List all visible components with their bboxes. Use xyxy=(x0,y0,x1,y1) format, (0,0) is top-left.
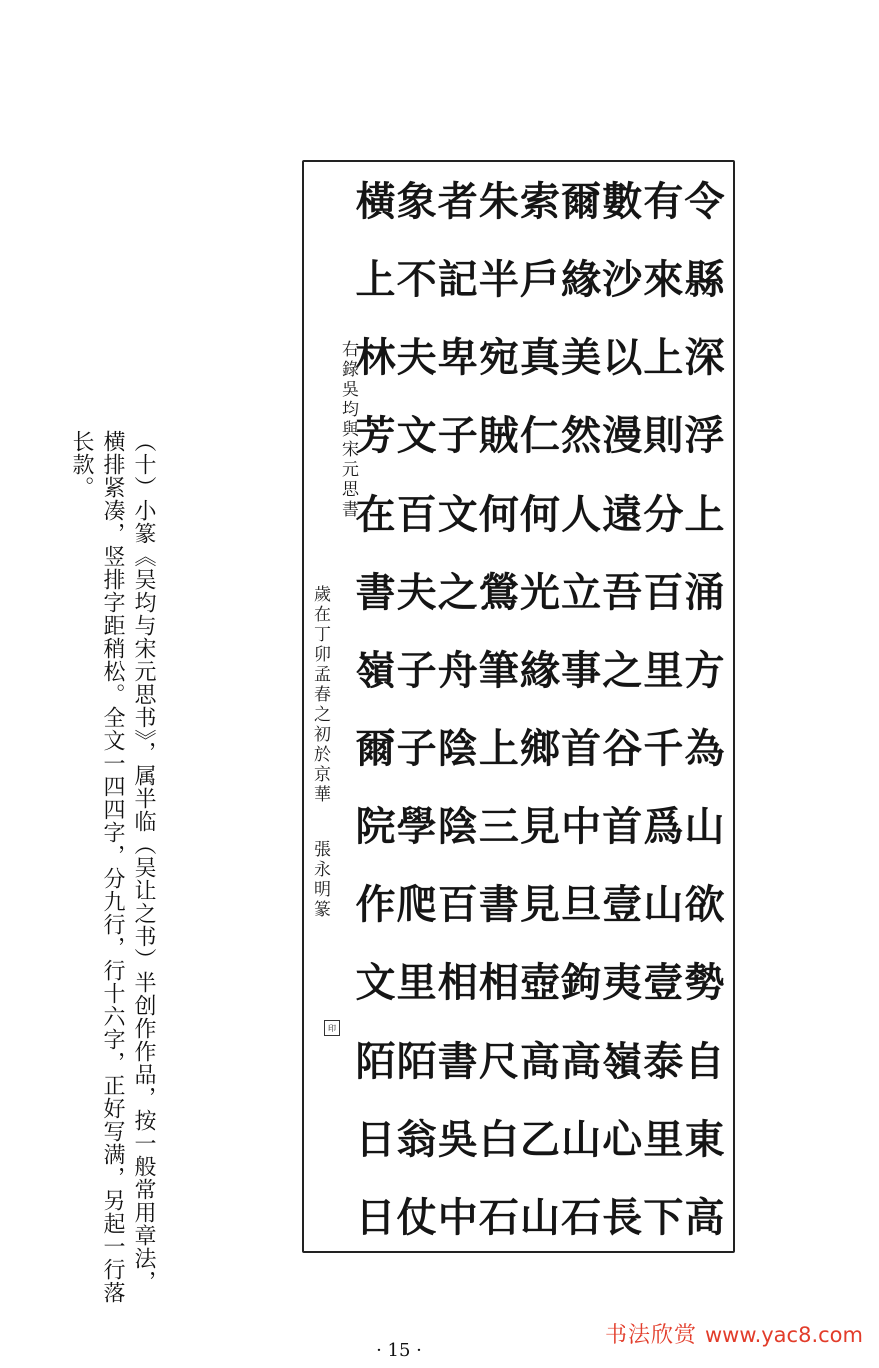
calligraphy-column xyxy=(520,170,561,1250)
calligraphy-character: 壺 xyxy=(520,959,560,1007)
calligraphy-character: 子 xyxy=(437,412,478,460)
calligraphy-character: 首 xyxy=(561,724,602,772)
page-number: · 15 · xyxy=(376,1340,422,1361)
calligraphy-character: 浮 xyxy=(684,412,725,460)
calligraphy-character: 遠 xyxy=(602,490,643,538)
calligraphy-character: 百 xyxy=(643,568,684,616)
calligraphy-character: 相 xyxy=(437,959,478,1007)
calligraphy-character: 朱 xyxy=(478,178,519,225)
calligraphy-character: 高 xyxy=(684,1193,725,1241)
calligraphy-character: 令 xyxy=(684,178,725,225)
inscription-line-signature: 張永明篆 xyxy=(310,840,330,920)
calligraphy-character: 書 xyxy=(437,1037,478,1085)
calligraphy-character: 事 xyxy=(561,646,602,694)
calligraphy-character: 美 xyxy=(561,334,602,382)
calligraphy-character: 之 xyxy=(602,646,643,694)
calligraphy-column xyxy=(478,170,519,1250)
calligraphy-character: 壹 xyxy=(643,959,684,1007)
calligraphy-character: 沙 xyxy=(602,256,643,304)
calligraphy-column xyxy=(437,170,478,1250)
calligraphy-character: 嶺 xyxy=(355,646,396,694)
calligraphy-character: 里 xyxy=(396,959,437,1007)
calligraphy-character: 上 xyxy=(684,490,725,538)
calligraphy-column xyxy=(684,170,725,1250)
calligraphy-character: 緣 xyxy=(561,256,602,304)
inscription xyxy=(305,330,360,1040)
calligraphy-character: 索 xyxy=(520,178,560,225)
calligraphy-character: 白 xyxy=(478,1115,519,1163)
calligraphy-character: 里 xyxy=(643,1115,684,1163)
calligraphy-character: 文 xyxy=(437,490,478,538)
calligraphy-character: 上 xyxy=(355,256,396,304)
calligraphy-character: 為 xyxy=(684,724,725,772)
calligraphy-character: 千 xyxy=(643,724,684,772)
calligraphy-character: 仗 xyxy=(396,1193,437,1241)
calligraphy-character: 山 xyxy=(684,803,725,851)
calligraphy-character: 來 xyxy=(643,256,684,304)
calligraphy-character: 上 xyxy=(643,334,684,382)
calligraphy-character: 心 xyxy=(602,1115,643,1163)
calligraphy-character: 人 xyxy=(561,490,602,538)
caption-text: （十）小篆《吴均与宋元思书》，属半临（吴让之书）半创作作品，按一般常用章法，横排紧凑，竖排字距稍松。全文一四四字，分九行，行十六字，正好写满，另起一行落长款。 xyxy=(69,430,156,1304)
calligraphy-character: 勢 xyxy=(684,959,725,1007)
calligraphy-character: 吾 xyxy=(602,568,643,616)
calligraphy-character: 宛 xyxy=(478,334,519,382)
calligraphy-character: 爾 xyxy=(561,178,602,225)
calligraphy-character: 作 xyxy=(355,881,396,929)
calligraphy-character: 書 xyxy=(478,881,519,929)
calligraphy-character: 何 xyxy=(520,490,560,538)
calligraphy-character: 賊 xyxy=(478,412,519,460)
calligraphy-character: 陌 xyxy=(355,1037,396,1085)
calligraphy-character: 有 xyxy=(643,178,684,225)
calligraphy-character: 首 xyxy=(602,803,643,851)
calligraphy-character: 陌 xyxy=(396,1037,437,1085)
calligraphy-character: 日 xyxy=(355,1193,396,1241)
calligraphy-character: 記 xyxy=(437,256,478,304)
calligraphy-character: 山 xyxy=(561,1115,602,1163)
calligraphy-character: 戶 xyxy=(520,256,560,304)
calligraphy-character: 書 xyxy=(355,568,396,616)
calligraphy-character: 下 xyxy=(643,1193,684,1241)
calligraphy-character: 自 xyxy=(684,1037,725,1085)
calligraphy-character: 上 xyxy=(478,724,519,772)
calligraphy-character: 卑 xyxy=(437,334,478,382)
calligraphy-character: 見 xyxy=(520,803,560,851)
watermark-url[interactable]: www.yac8.com xyxy=(704,1323,863,1347)
calligraphy-character: 吳 xyxy=(437,1115,478,1163)
calligraphy-character: 長 xyxy=(602,1193,643,1241)
calligraphy-character: 立 xyxy=(561,568,602,616)
calligraphy-column xyxy=(396,170,437,1250)
calligraphy-character: 以 xyxy=(602,334,643,382)
calligraphy-character: 尺 xyxy=(478,1037,519,1085)
calligraphy-character: 子 xyxy=(396,646,437,694)
calligraphy-character: 爲 xyxy=(643,803,684,851)
calligraphy-character: 舟 xyxy=(437,646,478,694)
calligraphy-character: 嶺 xyxy=(602,1037,643,1085)
calligraphy-character: 何 xyxy=(478,490,519,538)
calligraphy-character: 鶯 xyxy=(478,568,519,616)
calligraphy-character: 中 xyxy=(437,1193,478,1241)
calligraphy-character: 旦 xyxy=(561,881,602,929)
seal-stamp-icon: 印 xyxy=(324,1020,340,1036)
calligraphy-character: 山 xyxy=(643,881,684,929)
calligraphy-character: 百 xyxy=(437,881,478,929)
calligraphy-character: 然 xyxy=(561,412,602,460)
calligraphy-character: 漫 xyxy=(602,412,643,460)
calligraphy-character: 者 xyxy=(437,178,478,225)
calligraphy-character: 欲 xyxy=(684,881,725,929)
calligraphy-character: 中 xyxy=(561,803,602,851)
calligraphy-character: 則 xyxy=(643,412,684,460)
calligraphy-character: 三 xyxy=(478,803,519,851)
calligraphy-character: 涌 xyxy=(684,568,725,616)
calligraphy-character: 緣 xyxy=(520,646,560,694)
calligraphy-character: 山 xyxy=(520,1193,560,1241)
calligraphy-character: 陰 xyxy=(437,803,478,851)
calligraphy-character: 泰 xyxy=(643,1037,684,1085)
calligraphy-character: 相 xyxy=(478,959,519,1007)
calligraphy-character: 乙 xyxy=(520,1115,560,1163)
seal-script-calligraphy xyxy=(355,170,725,1250)
calligraphy-character: 爾 xyxy=(355,724,396,772)
calligraphy-character: 光 xyxy=(520,568,560,616)
watermark-site-name: 书法欣赏 xyxy=(604,1323,697,1348)
calligraphy-character: 夫 xyxy=(396,568,437,616)
calligraphy-character: 夷 xyxy=(602,959,643,1007)
calligraphy-character: 文 xyxy=(396,412,437,460)
calligraphy-character: 石 xyxy=(561,1193,602,1241)
calligraphy-character: 爬 xyxy=(396,881,437,929)
inscription-line-title: 右錄吳均與宋元思書 xyxy=(338,340,358,520)
calligraphy-character: 子 xyxy=(396,724,437,772)
calligraphy-character: 東 xyxy=(684,1115,725,1163)
calligraphy-character: 真 xyxy=(520,334,560,382)
calligraphy-character: 高 xyxy=(520,1037,560,1085)
calligraphy-character: 谷 xyxy=(602,724,643,772)
calligraphy-character: 學 xyxy=(396,803,437,851)
calligraphy-column xyxy=(561,170,602,1250)
watermark[interactable] xyxy=(605,1318,863,1349)
calligraphy-character: 方 xyxy=(684,646,725,694)
calligraphy-character: 仁 xyxy=(520,412,560,460)
calligraphy-character: 鄉 xyxy=(520,724,560,772)
calligraphy-character: 鉤 xyxy=(561,959,602,1007)
calligraphy-character: 高 xyxy=(561,1037,602,1085)
calligraphy-character: 里 xyxy=(643,646,684,694)
calligraphy-character: 見 xyxy=(520,881,560,929)
calligraphy-character: 縣 xyxy=(684,256,725,304)
calligraphy-character: 林 xyxy=(355,334,396,382)
calligraphy-character: 半 xyxy=(478,256,519,304)
calligraphy-character: 日 xyxy=(355,1115,396,1163)
calligraphy-character: 夫 xyxy=(396,334,437,382)
calligraphy-character: 陰 xyxy=(437,724,478,772)
calligraphy-character: 筆 xyxy=(478,646,519,694)
calligraphy-character: 翁 xyxy=(396,1115,437,1163)
calligraphy-column xyxy=(643,170,684,1250)
inscription-line-date: 歲在丁卯孟春之初於京華 xyxy=(310,585,330,805)
calligraphy-character: 不 xyxy=(396,256,437,304)
calligraphy-character: 院 xyxy=(355,803,396,851)
calligraphy-column xyxy=(602,170,643,1250)
calligraphy-character: 橫 xyxy=(355,178,396,225)
calligraphy-character: 在 xyxy=(355,490,396,538)
calligraphy-character: 分 xyxy=(643,490,684,538)
calligraphy-character: 壹 xyxy=(602,881,643,929)
calligraphy-character: 之 xyxy=(437,568,478,616)
calligraphy-character: 深 xyxy=(684,334,725,382)
calligraphy-character: 百 xyxy=(396,490,437,538)
calligraphy-character: 象 xyxy=(396,178,437,225)
calligraphy-character: 芳 xyxy=(355,412,396,460)
calligraphy-column xyxy=(355,170,396,1250)
calligraphy-character: 數 xyxy=(602,178,643,225)
calligraphy-character: 石 xyxy=(478,1193,519,1241)
calligraphy-character: 文 xyxy=(355,959,396,1007)
